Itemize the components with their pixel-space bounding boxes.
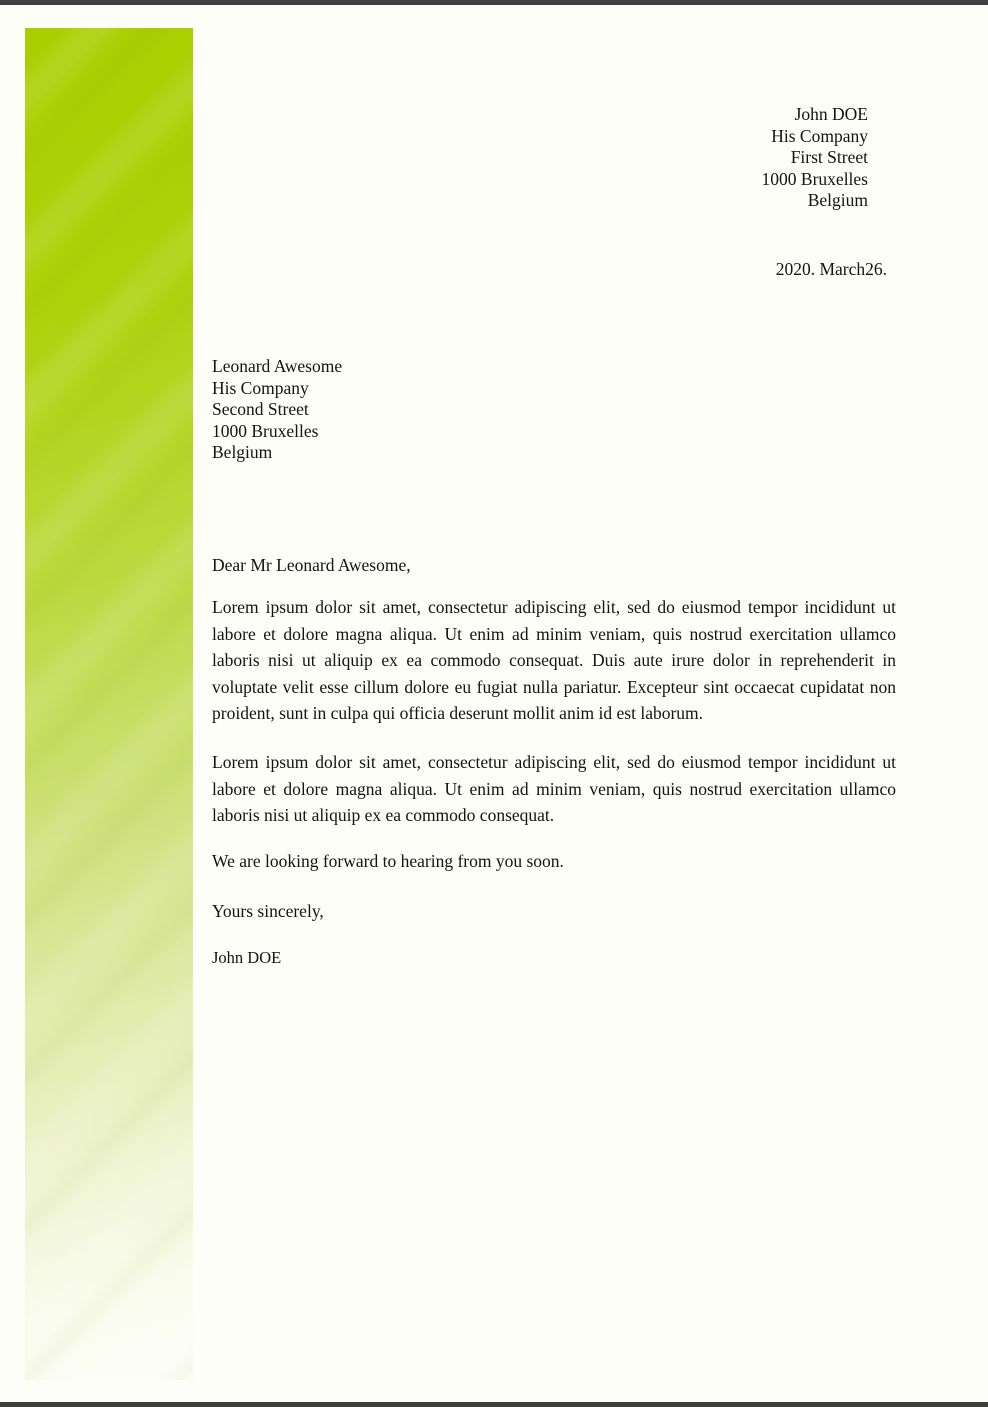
body-paragraph-2: Lorem ipsum dolor sit amet, consectetur adipiscing elit, sed do eiusmod tempor incididunt ut labore et dolore magna aliqua. Ut enim ad minim veniam, quis nostrud exercitation ullamco laboris nisi ut aliquip ex ea commodo consequat. — [212, 752, 896, 825]
recipient-name: Leonard Awesome — [212, 356, 343, 376]
signature-name: John DOE — [212, 948, 282, 967]
closing-line: We are looking forward to hearing from you soon. — [212, 851, 564, 871]
green-gradient-sidebar — [25, 28, 193, 1380]
letter-date: 2020. March26. — [775, 259, 887, 279]
sender-name: John DOE — [794, 104, 868, 124]
recipient-company: His Company — [212, 377, 309, 398]
recipient-street: Second Street — [212, 399, 309, 420]
sender-city: 1000 Bruxelles — [761, 168, 868, 189]
salutation: Dear Mr Leonard Awesome, — [212, 555, 411, 575]
page-top-border — [0, 0, 988, 5]
recipient-country: Belgium — [212, 442, 273, 463]
sender-company: His Company — [771, 125, 868, 146]
sender-address-block — [762, 104, 868, 212]
valediction: Yours sincerely, — [212, 901, 324, 921]
body-paragraph-1: Lorem ipsum dolor sit amet, consectetur adipiscing elit, sed do eiusmod tempor incididunt ut labore et dolore magna aliqua. Ut enim ad minim veniam, quis nostrud exercitation ullamco laboris nisi ut aliquip ex ea commodo consequat. Duis aute irure dolor in reprehenderit in voluptate velit esse cillum dolore eu fugiat nulla pariatur. Excepteur sint occaecat cupidatat non proident, sunt in culpa qui officia deserunt mollit anim id est laborum. — [212, 597, 896, 723]
page-bottom-border — [0, 1402, 988, 1407]
recipient-address-block — [212, 356, 342, 464]
sender-country: Belgium — [807, 190, 868, 211]
recipient-city: 1000 Bruxelles — [212, 420, 319, 441]
sender-street: First Street — [790, 147, 868, 168]
